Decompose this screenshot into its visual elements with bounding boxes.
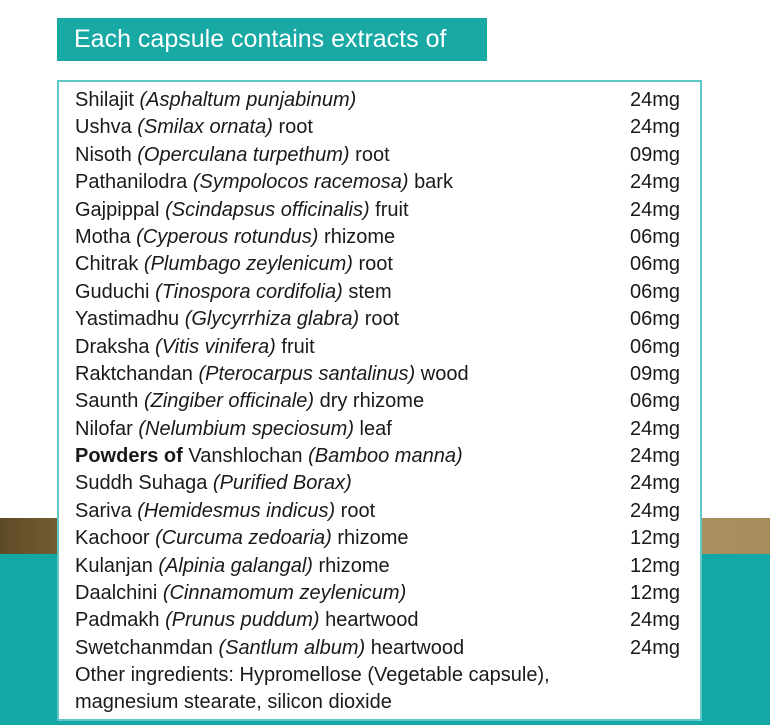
ingredient-name bbox=[75, 607, 419, 634]
ingredient-common-name: Suddh Suhaga bbox=[75, 472, 208, 495]
ingredient-botanical-name: (Zingiber officinale) bbox=[143, 390, 315, 413]
ingredient-common-name: Nisoth bbox=[75, 143, 132, 166]
ingredient-amount: 06mg bbox=[630, 308, 681, 331]
ingredient-amount: 24mg bbox=[630, 198, 681, 221]
ingredient-plant-part: dry rhizome bbox=[319, 390, 425, 413]
other-ingredients-line-2: magnesium stearate, silicon dioxide bbox=[75, 691, 392, 714]
ingredient-botanical-name: (Tinospora cordifolia) bbox=[155, 280, 343, 303]
ingredient-name bbox=[75, 580, 406, 607]
ingredient-name bbox=[75, 525, 409, 552]
ingredient-botanical-name: (Cinnamomum zeylenicum) bbox=[162, 582, 407, 605]
ingredient-botanical-name: (Cyperous rotundus) bbox=[136, 225, 319, 248]
ingredient-botanical-name: (Curcuma zedoaria) bbox=[155, 527, 332, 550]
ingredient-common-name: Motha bbox=[75, 225, 131, 248]
ingredient-prefix: Powders of bbox=[75, 445, 183, 468]
ingredient-amount: 24mg bbox=[630, 417, 681, 440]
ingredient-amount: 12mg bbox=[630, 527, 681, 550]
ingredient-row bbox=[75, 498, 690, 525]
ingredient-name bbox=[75, 251, 393, 278]
ingredient-plant-part: rhizome bbox=[324, 225, 396, 248]
ingredient-name bbox=[75, 306, 399, 333]
ingredient-name bbox=[75, 142, 390, 169]
ingredient-list bbox=[75, 87, 690, 662]
ingredient-botanical-name: (Prunus puddum) bbox=[165, 609, 320, 632]
ingredient-amount: 24mg bbox=[630, 472, 681, 495]
ingredient-amount: 06mg bbox=[630, 225, 681, 248]
ingredient-common-name: Nilofar bbox=[75, 417, 133, 440]
ingredient-name bbox=[75, 224, 395, 251]
ingredient-plant-part: wood bbox=[420, 362, 469, 385]
ingredient-plant-part: rhizome bbox=[337, 527, 409, 550]
ingredient-common-name: Swetchanmdan bbox=[75, 636, 213, 659]
ingredient-botanical-name: (Vitis vinifera) bbox=[155, 335, 276, 358]
ingredient-amount: 06mg bbox=[630, 280, 681, 303]
ingredient-botanical-name: (Bamboo manna) bbox=[308, 445, 463, 468]
ingredient-name bbox=[75, 388, 424, 415]
other-ingredients bbox=[75, 662, 675, 717]
ingredient-name bbox=[75, 169, 453, 196]
ingredient-amount: 24mg bbox=[630, 609, 681, 632]
ingredient-common-name: Yastimadhu bbox=[75, 308, 180, 331]
other-ingredients-line-1: Other ingredients: Hypromellose (Vegetable capsule), bbox=[75, 664, 550, 686]
ingredient-row bbox=[75, 607, 690, 634]
ingredient-amount: 09mg bbox=[630, 362, 681, 385]
ingredient-amount: 24mg bbox=[630, 636, 681, 659]
ingredient-name bbox=[75, 416, 392, 443]
ingredient-common-name: Draksha bbox=[75, 335, 150, 358]
ingredient-botanical-name: (Operculana turpethum) bbox=[137, 143, 350, 166]
ingredient-plant-part: fruit bbox=[375, 198, 409, 221]
ingredient-botanical-name: (Plumbago zeylenicum) bbox=[143, 253, 353, 276]
ingredient-name bbox=[75, 114, 313, 141]
ingredient-plant-part: stem bbox=[348, 280, 392, 303]
ingredient-name bbox=[75, 553, 390, 580]
ingredient-row bbox=[75, 470, 690, 497]
ingredient-botanical-name: (Asphaltum punjabinum) bbox=[139, 89, 357, 111]
ingredient-amount: 12mg bbox=[630, 582, 681, 605]
ingredient-amount: 06mg bbox=[630, 253, 681, 276]
ingredient-botanical-name: (Smilax ornata) bbox=[137, 116, 273, 139]
ingredient-common-name: Padmakh bbox=[75, 609, 160, 632]
section-title: Each capsule contains extracts of bbox=[74, 25, 447, 53]
ingredient-row bbox=[75, 416, 690, 443]
ingredient-common-name: Saunth bbox=[75, 390, 139, 413]
ingredient-name bbox=[75, 87, 356, 114]
ingredient-row bbox=[75, 361, 690, 388]
ingredient-row bbox=[75, 279, 690, 306]
ingredient-common-name: Raktchandan bbox=[75, 362, 193, 385]
ingredient-plant-part: heartwood bbox=[325, 609, 419, 632]
ingredient-row bbox=[75, 169, 690, 196]
ingredient-plant-part: rhizome bbox=[318, 554, 390, 577]
ingredient-amount: 09mg bbox=[630, 143, 681, 166]
ingredient-plant-part: root bbox=[278, 116, 313, 139]
ingredient-amount: 24mg bbox=[630, 171, 681, 194]
ingredient-plant-part: root bbox=[340, 499, 376, 522]
ingredient-common-name: Kachoor bbox=[75, 527, 150, 550]
ingredient-plant-part: root bbox=[364, 308, 400, 331]
ingredient-row bbox=[75, 553, 690, 580]
ingredient-row bbox=[75, 580, 690, 607]
ingredient-common-name: Daalchini bbox=[75, 582, 158, 605]
ingredient-row bbox=[75, 142, 690, 169]
ingredient-row bbox=[75, 635, 690, 662]
ingredient-plant-part: leaf bbox=[359, 417, 392, 440]
ingredient-plant-part: heartwood bbox=[370, 636, 465, 659]
ingredient-botanical-name: (Hemidesmus indicus) bbox=[137, 499, 336, 522]
ingredient-common-name: Kulanjan bbox=[75, 554, 153, 577]
ingredient-amount: 06mg bbox=[630, 335, 681, 358]
ingredient-row bbox=[75, 306, 690, 333]
ingredient-botanical-name: (Sympolocos racemosa) bbox=[192, 171, 409, 194]
ingredient-common-name: Gajpippal bbox=[75, 198, 160, 221]
ingredient-name bbox=[75, 334, 315, 361]
ingredient-name bbox=[75, 470, 352, 497]
ingredient-row bbox=[75, 224, 690, 251]
ingredient-row bbox=[75, 443, 690, 470]
ingredient-plant-part: root bbox=[358, 253, 393, 276]
ingredient-botanical-name: (Santlum album) bbox=[218, 636, 366, 659]
ingredient-common-name: Pathanilodra bbox=[75, 171, 188, 194]
ingredient-plant-part: root bbox=[355, 143, 390, 166]
ingredient-botanical-name: (Scindapsus officinalis) bbox=[165, 198, 370, 221]
ingredient-amount: 06mg bbox=[630, 390, 681, 413]
section-header bbox=[57, 18, 487, 61]
ingredient-amount: 24mg bbox=[630, 499, 681, 522]
ingredients-panel bbox=[57, 80, 702, 721]
ingredient-plant-part: bark bbox=[414, 171, 453, 194]
ingredient-amount: 24mg bbox=[630, 116, 681, 139]
ingredient-common-name: Guduchi bbox=[75, 280, 150, 303]
ingredient-amount: 12mg bbox=[630, 554, 681, 577]
ingredient-name bbox=[75, 443, 463, 470]
ingredient-botanical-name: (Pterocarpus santalinus) bbox=[198, 362, 416, 385]
ingredient-botanical-name: (Nelumbium speciosum) bbox=[138, 417, 354, 440]
ingredient-name bbox=[75, 635, 464, 662]
ingredient-name bbox=[75, 197, 409, 224]
ingredient-botanical-name: (Glycyrrhiza glabra) bbox=[184, 308, 360, 331]
ingredient-amount: 24mg bbox=[630, 89, 681, 111]
ingredient-common-name: Ushva bbox=[75, 116, 132, 139]
ingredient-row bbox=[75, 525, 690, 552]
ingredient-botanical-name: (Purified Borax) bbox=[212, 472, 352, 495]
ingredient-botanical-name: (Alpinia galangal) bbox=[158, 554, 313, 577]
ingredient-common-name: Sariva bbox=[75, 499, 132, 522]
ingredient-name bbox=[75, 498, 375, 525]
ingredient-plant-part: fruit bbox=[281, 335, 315, 358]
ingredient-amount: 24mg bbox=[630, 445, 681, 468]
ingredient-row bbox=[75, 197, 690, 224]
ingredient-name bbox=[75, 361, 469, 388]
ingredient-row bbox=[75, 251, 690, 278]
ingredient-row bbox=[75, 114, 690, 141]
ingredient-common-name: Shilajit bbox=[75, 89, 134, 111]
ingredient-common-name: Chitrak bbox=[75, 253, 139, 276]
ingredient-name bbox=[75, 279, 392, 306]
ingredient-row bbox=[75, 87, 690, 114]
ingredient-common-name: Vanshlochan bbox=[188, 445, 303, 468]
ingredient-row bbox=[75, 388, 690, 415]
ingredient-row bbox=[75, 334, 690, 361]
